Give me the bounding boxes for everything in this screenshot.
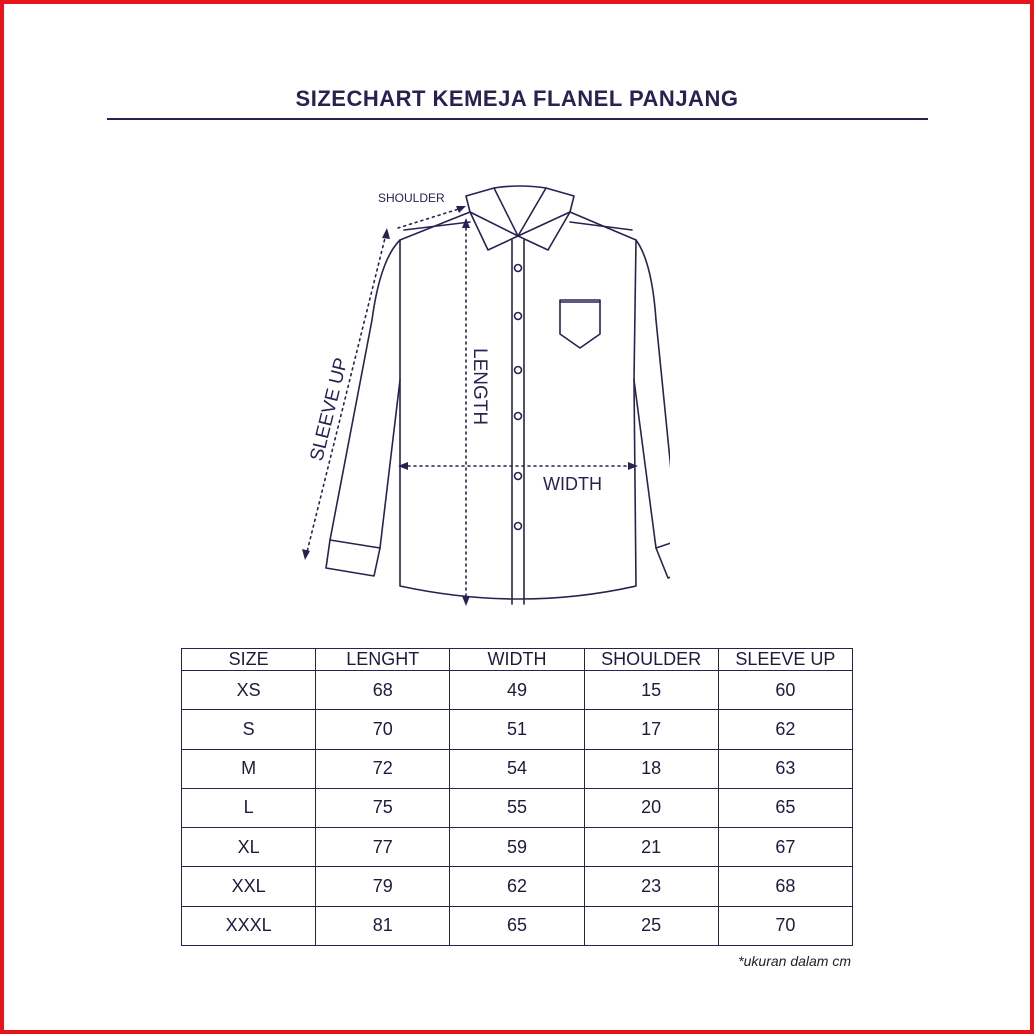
cell-length: 70 (316, 710, 450, 749)
cell-shoulder: 23 (584, 867, 718, 906)
header-width: WIDTH (450, 649, 584, 671)
cell-sleeve-up: 62 (718, 710, 852, 749)
cell-length: 81 (316, 906, 450, 945)
page-title: SIZECHART KEMEJA FLANEL PANJANG (295, 86, 739, 111)
arrowhead (382, 228, 390, 239)
cell-size: XL (182, 828, 316, 867)
size-chart-table (181, 648, 853, 946)
cell-shoulder: 25 (584, 906, 718, 945)
button (515, 413, 522, 420)
cell-width: 65 (450, 906, 584, 945)
shoulder-measure-line (398, 208, 462, 228)
cell-length: 68 (316, 671, 450, 710)
collar-band (494, 186, 546, 188)
header-size: SIZE (182, 649, 316, 671)
length-label: LENGTH (469, 348, 490, 426)
cell-size: XS (182, 671, 316, 710)
table-header-row (182, 649, 853, 671)
arrowhead (456, 206, 466, 213)
header-shoulder: SHOULDER (584, 649, 718, 671)
button (515, 265, 522, 272)
cell-length: 79 (316, 867, 450, 906)
table-row (182, 671, 853, 710)
right-cuff-line (656, 540, 670, 548)
cell-shoulder: 18 (584, 749, 718, 788)
shirt-body-outline (400, 212, 636, 599)
chest-pocket (560, 300, 600, 348)
arrowhead (302, 549, 310, 560)
cell-sleeve-up: 65 (718, 788, 852, 827)
cell-shoulder: 17 (584, 710, 718, 749)
cell-width: 59 (450, 828, 584, 867)
cell-sleeve-up: 68 (718, 867, 852, 906)
table-row (182, 867, 853, 906)
cell-shoulder: 15 (584, 671, 718, 710)
left-yoke-line (404, 222, 470, 230)
unit-footnote: *ukuran dalam cm (738, 953, 851, 969)
button (515, 523, 522, 530)
button (515, 473, 522, 480)
table-row (182, 788, 853, 827)
table-row (182, 710, 853, 749)
cell-width: 54 (450, 749, 584, 788)
cell-shoulder: 20 (584, 788, 718, 827)
cell-length: 72 (316, 749, 450, 788)
cell-sleeve-up: 67 (718, 828, 852, 867)
table-row (182, 828, 853, 867)
cell-shoulder: 21 (584, 828, 718, 867)
cell-sleeve-up: 63 (718, 749, 852, 788)
cell-size: M (182, 749, 316, 788)
header-length: LENGHT (316, 649, 450, 671)
button (515, 313, 522, 320)
cell-size: L (182, 788, 316, 827)
cell-width: 55 (450, 788, 584, 827)
button (515, 367, 522, 374)
table-row (182, 906, 853, 945)
cell-width: 51 (450, 710, 584, 749)
left-cuff-line (330, 540, 380, 548)
cell-length: 75 (316, 788, 450, 827)
collar-right (518, 188, 574, 250)
cell-sleeve-up: 60 (718, 671, 852, 710)
right-sleeve-outline (634, 240, 670, 578)
sleeve-measure-line (306, 234, 386, 556)
cell-size: S (182, 710, 316, 749)
sleeve-label: SLEEVE UP (306, 355, 353, 464)
arrowhead (628, 462, 638, 470)
shoulder-label: SHOULDER (378, 191, 445, 205)
shirt-diagram (290, 180, 670, 620)
cell-width: 49 (450, 671, 584, 710)
header-sleeve-up: SLEEVE UP (718, 649, 852, 671)
right-yoke-line (570, 222, 632, 230)
title-underline (107, 118, 928, 120)
cell-width: 62 (450, 867, 584, 906)
collar-left (466, 188, 518, 250)
cell-sleeve-up: 70 (718, 906, 852, 945)
cell-size: XXXL (182, 906, 316, 945)
width-label: WIDTH (543, 474, 602, 494)
cell-size: XXL (182, 867, 316, 906)
cell-length: 77 (316, 828, 450, 867)
arrowhead (462, 596, 470, 606)
table-row (182, 749, 853, 788)
